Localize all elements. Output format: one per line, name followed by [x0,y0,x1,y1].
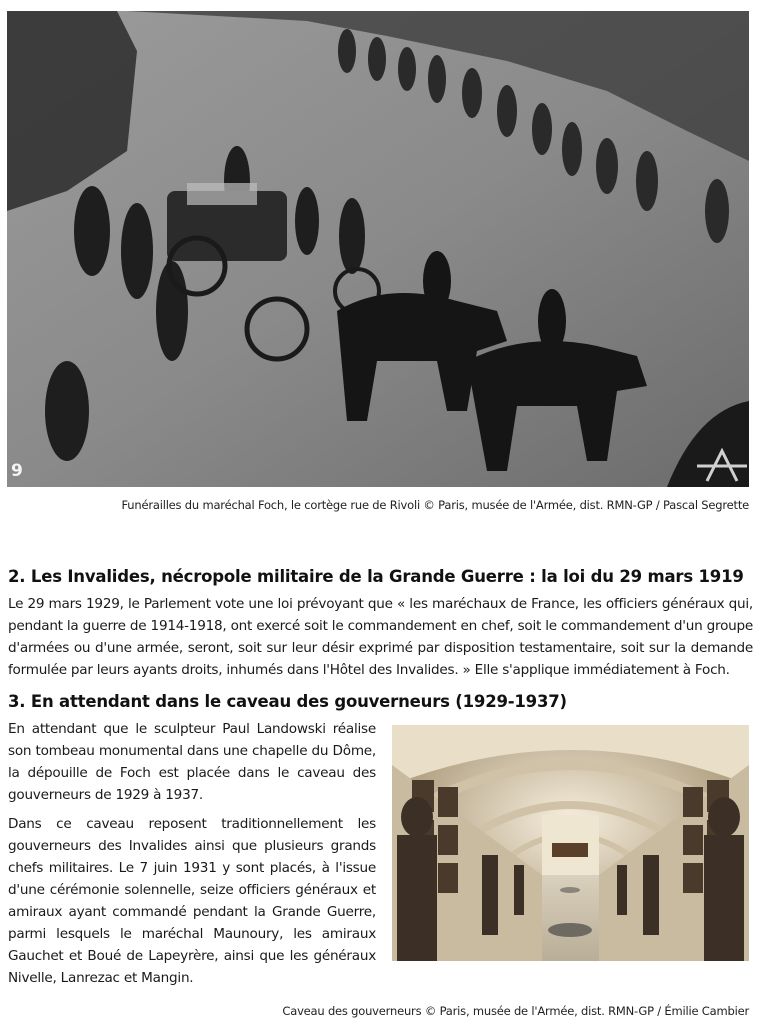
section-3-paragraph-1: En attendant que le sculpteur Paul Landowski réalise son tombeau monumental dans une chapelle du Dôme, la dépouille de Foch est placée dans le caveau des gouverneurs de 1929 à 1937. [8,721,376,803]
photo-number: 9 [11,461,23,481]
photo-caption-crypt: Caveau des gouverneurs © Paris, musée de l'Armée, dist. RMN-GP / Émilie Cambier [282,1004,749,1018]
section-3-paragraph-2: Dans ce caveau reposent traditionnellement les gouverneurs des Invalides ainsi que plusieurs grands chefs militaires. Le 7 juin 1931 y sont placés, à l'issue d'une cérémonie solennelle, seize officiers généraux et amiraux ayant commandé pendant la Grande Guerre, parmi lesquels le maréchal Maunoury, les amiraux Gauchet et Boué de Lapeyrère, ainsi que les généraux Nivelle, Lanrezac et Mangin. [8,816,376,986]
photo-caption-funeral: Funérailles du maréchal Foch, le cortège rue de Rivoli © Paris, musée de l'Armée, dist. RMN-GP / Pascal Segrette [121,498,749,512]
section-2-paragraph: Le 29 mars 1929, le Parlement vote une loi prévoyant que « les maréchaux de France, les officiers généraux qui, pendant la guerre de 1914-1918, ont exercé soit le commandement en chef, soit le commandement d'un groupe d'armées ou d'une armée, seront, soit sur leur désir exprimé par disposition testamentaire, soit sur la demande formulée par leurs ayants droits, inhumés dans l'Hôtel des Invalides. » Elle s'applique immédiatement à Foch. [8,596,753,678]
section-3-heading: 3. En attendant dans le caveau des gouverneurs (1929-1937) [8,692,567,711]
funeral-procession-photo [7,11,749,487]
section-2-heading: 2. Les Invalides, nécropole militaire de la Grande Guerre : la loi du 29 mars 1919 [8,567,744,586]
crypt-photo [392,725,749,961]
